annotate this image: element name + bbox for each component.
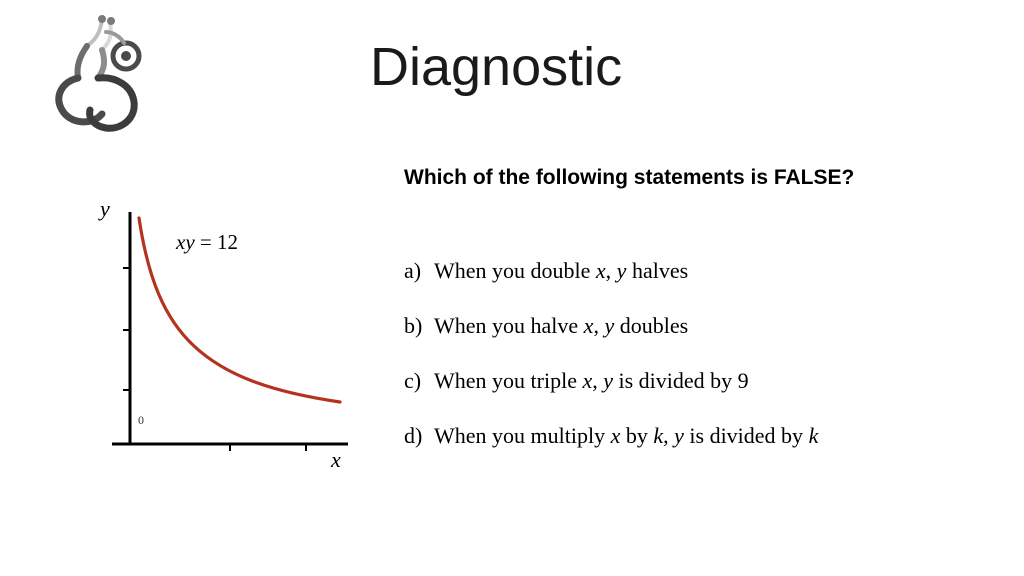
list-item[interactable]	[404, 313, 964, 339]
choice-list	[404, 258, 964, 478]
choice-text: When you double x, y halves	[434, 258, 689, 283]
graph-curve-label: xy = 12	[176, 230, 238, 254]
graph-x-axis-label: x	[331, 447, 341, 472]
stethoscope-icon	[40, 10, 155, 135]
choice-text: When you multiply x by k, y is divided by k	[434, 423, 819, 448]
choice-letter: b)	[404, 313, 423, 338]
choice-letter: d)	[404, 423, 423, 448]
page-title: Diagnostic	[370, 37, 623, 97]
choice-letter: a)	[404, 258, 422, 283]
choice-text: When you triple x, y is divided by 9	[434, 368, 749, 393]
hyperbola-graph	[90, 190, 370, 480]
list-item[interactable]	[404, 423, 964, 449]
list-item[interactable]	[404, 258, 964, 284]
choice-text: When you halve x, y doubles	[434, 313, 689, 338]
graph-y-axis-label: y	[100, 196, 110, 221]
choice-letter: c)	[404, 368, 422, 393]
question-text: Which of the following statements is FALSE?	[404, 166, 855, 189]
list-item[interactable]	[404, 368, 964, 394]
graph-origin-label: 0	[138, 413, 144, 427]
